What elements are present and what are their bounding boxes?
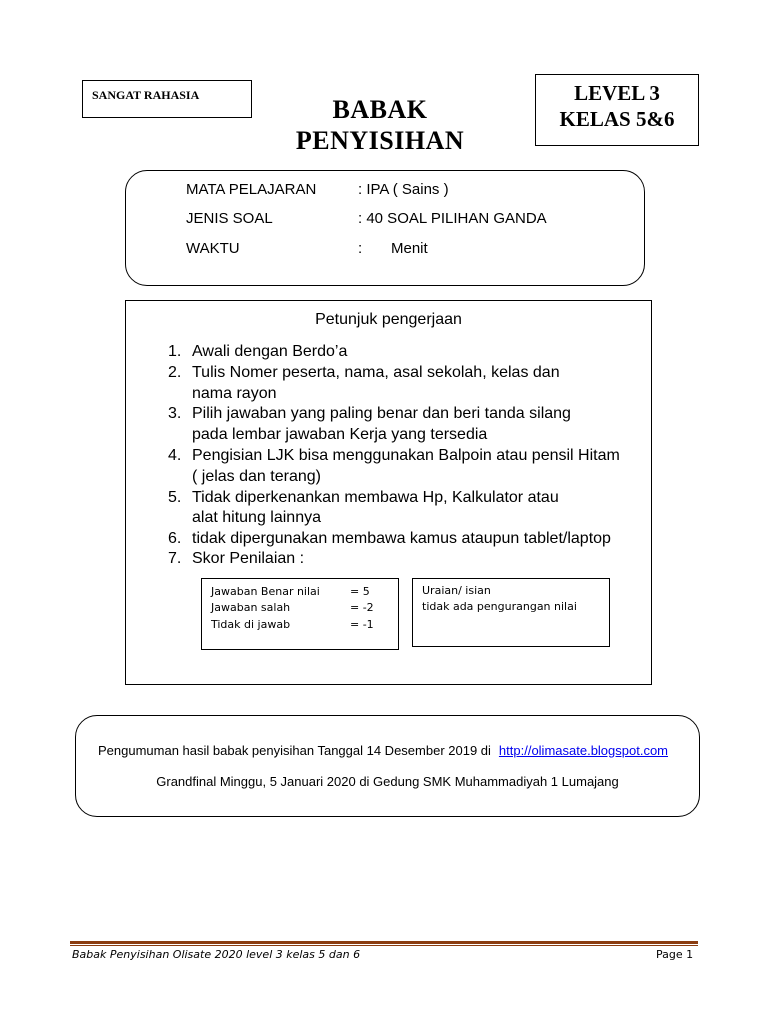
announcement-line [98, 743, 668, 758]
grandfinal-line: Grandfinal Minggu, 5 Januari 2020 di Gedung SMK Muhammadiyah 1 Lumajang [156, 774, 619, 789]
instruction-item-continuation: pada lembar jawaban Kerja yang tersedia [192, 426, 488, 443]
level-label: LEVEL 3 [574, 81, 660, 105]
footer-divider [70, 941, 698, 944]
question-type-label: JENIS SOAL [186, 210, 273, 227]
blog-link[interactable]: http://olimasate.blogspot.com [498, 743, 669, 758]
announcement-box [75, 715, 700, 817]
instruction-item: 6. tidak dipergunakan membawa kamus ataupun tablet/laptop [168, 530, 611, 547]
essay-note: tidak ada pengurangan nilai [422, 600, 577, 613]
question-type-value: : 40 SOAL PILIHAN GANDA [358, 210, 547, 227]
score-label: Jawaban salah [211, 601, 291, 614]
essay-title: Uraian/ isian [422, 584, 491, 597]
instructions-box [125, 300, 652, 685]
confidential-box [82, 80, 252, 118]
instruction-item: 4. Pengisian LJK bisa menggunakan Balpoin atau pensil Hitam [168, 447, 620, 464]
page-title-line2: PENYISIHAN [295, 126, 465, 155]
score-label: Jawaban Benar nilai [211, 585, 320, 598]
time-colon: : [358, 240, 363, 257]
page-number: Page 1 [656, 948, 694, 961]
level-box [535, 74, 699, 146]
instruction-item: 7. Skor Penilaian : [168, 550, 305, 567]
class-label: KELAS 5&6 [559, 107, 675, 131]
announcement-text: Pengumuman hasil babak penyisihan Tanggal 14 Desember 2019 di [98, 743, 491, 758]
instruction-item-continuation: ( jelas dan terang) [192, 468, 321, 485]
time-label: WAKTU [186, 240, 240, 257]
instruction-item: 1. Awali dengan Berdo’a [168, 343, 348, 360]
score-label: Tidak di jawab [211, 618, 291, 631]
instructions-title: Petunjuk pengerjaan [315, 311, 462, 328]
scoring-table [201, 578, 399, 650]
score-value: = -1 [350, 618, 374, 631]
time-value: Menit [391, 240, 428, 257]
footer-divider-thin [70, 945, 698, 946]
confidential-label: SANGAT RAHASIA [92, 88, 200, 102]
instruction-item-continuation: alat hitung lainnya [192, 509, 321, 526]
page-title-line1: BABAK [332, 95, 428, 124]
score-value: = -2 [350, 601, 374, 614]
score-value: = 5 [350, 585, 370, 598]
subject-label: MATA PELAJARAN [186, 181, 317, 198]
essay-scoring-note [412, 578, 610, 647]
instruction-item: 2. Tulis Nomer peserta, nama, asal sekolah, kelas dan [168, 364, 560, 381]
footer-text: Babak Penyisihan Olisate 2020 level 3 kelas 5 dan 6 [72, 948, 361, 961]
exam-info-box [125, 170, 645, 286]
instruction-item: 3. Pilih jawaban yang paling benar dan beri tanda silang [168, 405, 571, 422]
instruction-item-continuation: nama rayon [192, 385, 277, 402]
subject-value: : IPA ( Sains ) [358, 181, 449, 198]
instruction-item: 5. Tidak diperkenankan membawa Hp, Kalkulator atau [168, 489, 559, 506]
